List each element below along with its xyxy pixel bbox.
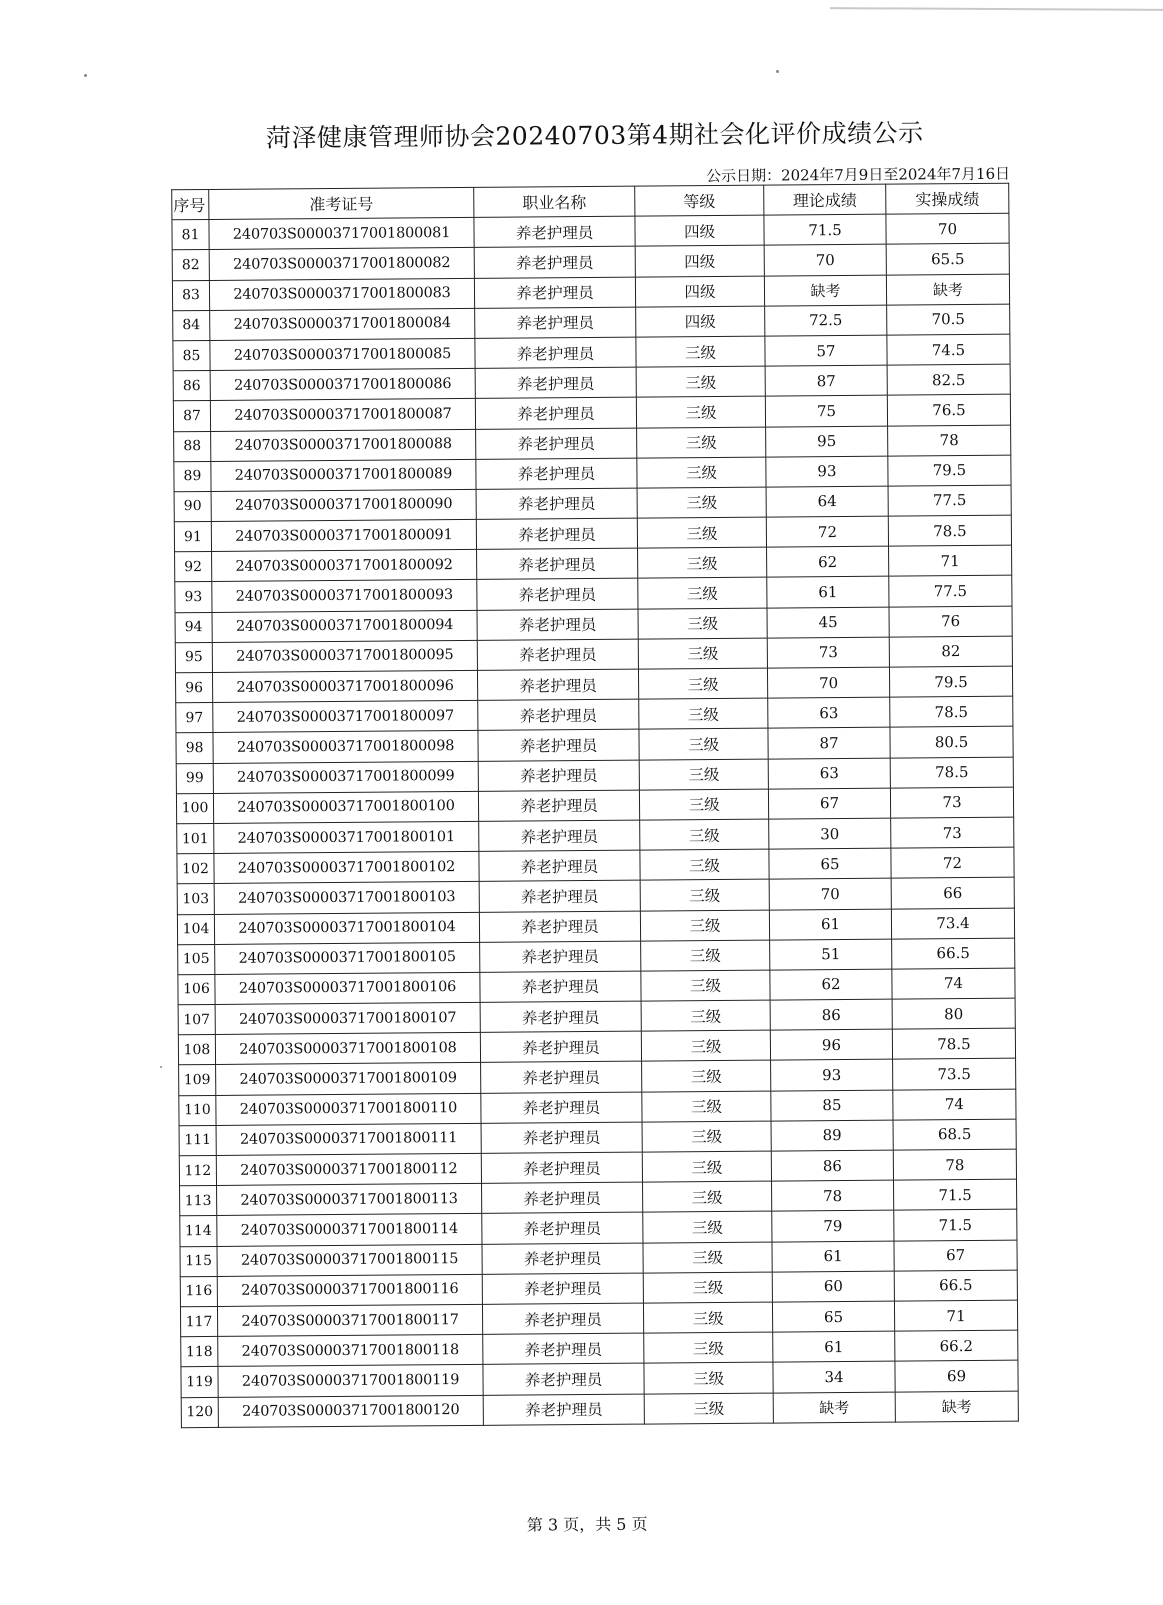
cell-ticket-number: 240703S00003717001800115 <box>217 1244 482 1276</box>
cell-serial: 108 <box>178 1035 215 1065</box>
cell-theory-score: 73 <box>767 637 889 668</box>
cell-occupation: 养老护理员 <box>480 941 641 972</box>
cell-serial: 115 <box>180 1246 217 1276</box>
cell-ticket-number: 240703S00003717001800092 <box>212 550 477 582</box>
cell-practical-score: 77.5 <box>889 576 1012 607</box>
cell-level: 三级 <box>642 1151 771 1182</box>
cell-theory-score: 75 <box>765 395 887 426</box>
cell-theory-score: 缺考 <box>773 1392 895 1423</box>
cell-occupation: 养老护理员 <box>475 337 636 368</box>
cell-serial: 110 <box>179 1095 216 1125</box>
cell-level: 三级 <box>642 1061 771 1092</box>
cell-theory-score: 63 <box>768 758 890 789</box>
column-header-ticket-number: 准考证号 <box>209 187 474 219</box>
cell-practical-score: 65.5 <box>886 244 1009 275</box>
cell-practical-score: 66 <box>891 877 1014 908</box>
cell-occupation: 养老护理员 <box>482 1273 643 1304</box>
cell-occupation: 养老护理员 <box>478 790 639 821</box>
cell-serial: 83 <box>172 280 209 310</box>
cell-serial: 92 <box>175 552 212 582</box>
cell-occupation: 养老护理员 <box>480 1031 641 1062</box>
cell-level: 三级 <box>636 366 765 397</box>
cell-occupation: 养老护理员 <box>479 850 640 881</box>
cell-theory-score: 67 <box>768 788 890 819</box>
cell-serial: 118 <box>181 1337 218 1367</box>
cell-practical-score: 82.5 <box>887 364 1010 395</box>
cell-serial: 111 <box>179 1125 216 1155</box>
cell-practical-score: 68.5 <box>893 1119 1016 1150</box>
cell-serial: 100 <box>176 793 213 823</box>
cell-theory-score: 93 <box>771 1060 893 1091</box>
cell-practical-score: 缺考 <box>886 274 1009 305</box>
cell-occupation: 养老护理员 <box>476 518 637 549</box>
cell-level: 三级 <box>637 427 766 458</box>
cell-occupation: 养老护理员 <box>478 729 639 760</box>
cell-ticket-number: 240703S00003717001800117 <box>217 1304 482 1336</box>
cell-serial: 99 <box>176 763 213 793</box>
cell-theory-score: 64 <box>766 486 888 517</box>
cell-level: 三级 <box>638 638 767 669</box>
cell-theory-score: 57 <box>765 335 887 366</box>
cell-ticket-number: 240703S00003717001800098 <box>213 731 478 763</box>
cell-serial: 120 <box>181 1397 218 1427</box>
cell-ticket-number: 240703S00003717001800103 <box>214 882 479 914</box>
cell-occupation: 养老护理员 <box>482 1182 643 1213</box>
cell-level: 三级 <box>639 698 768 729</box>
cell-theory-score: 89 <box>771 1120 893 1151</box>
cell-serial: 98 <box>176 733 213 763</box>
cell-serial: 104 <box>177 914 214 944</box>
cell-level: 三级 <box>637 487 766 518</box>
cell-serial: 106 <box>178 974 215 1004</box>
cell-ticket-number: 240703S00003717001800081 <box>209 218 474 250</box>
cell-occupation: 养老护理员 <box>475 397 636 428</box>
cell-practical-score: 72 <box>891 847 1014 878</box>
cell-theory-score: 63 <box>768 697 890 728</box>
cell-practical-score: 66.5 <box>892 938 1015 969</box>
cell-serial: 109 <box>179 1065 216 1095</box>
cell-ticket-number: 240703S00003717001800120 <box>218 1395 483 1427</box>
cell-serial: 89 <box>174 461 211 491</box>
cell-occupation: 养老护理员 <box>482 1243 643 1274</box>
cell-level: 三级 <box>638 547 767 578</box>
cell-theory-score: 51 <box>770 939 892 970</box>
column-header-level: 等级 <box>635 185 764 216</box>
cell-practical-score: 73 <box>890 787 1013 818</box>
cell-occupation: 养老护理员 <box>483 1363 644 1394</box>
cell-practical-score: 71 <box>889 545 1012 576</box>
cell-practical-score: 78.5 <box>892 1028 1015 1059</box>
publish-date: 公示日期：2024年7月9日至2024年7月16日 <box>705 164 1011 186</box>
cell-practical-score: 67 <box>894 1240 1017 1271</box>
cell-level: 三级 <box>640 879 769 910</box>
cell-occupation: 养老护理员 <box>474 216 635 247</box>
cell-level: 三级 <box>643 1302 772 1333</box>
cell-level: 四级 <box>635 215 764 246</box>
cell-theory-score: 71.5 <box>764 214 886 245</box>
cell-practical-score: 70.5 <box>887 304 1010 335</box>
column-header-theory-score: 理论成绩 <box>764 184 886 215</box>
cell-serial: 103 <box>177 884 214 914</box>
cell-practical-score: 79.5 <box>889 666 1012 697</box>
cell-serial: 107 <box>178 1005 215 1035</box>
cell-level: 三级 <box>638 578 767 609</box>
cell-ticket-number: 240703S00003717001800090 <box>211 489 476 521</box>
cell-theory-score: 86 <box>771 1150 893 1181</box>
table-body <box>172 213 1018 1427</box>
cell-ticket-number: 240703S00003717001800107 <box>215 1002 480 1034</box>
cell-level: 三级 <box>641 940 770 971</box>
cell-level: 三级 <box>644 1362 773 1393</box>
cell-practical-score: 73.5 <box>893 1059 1016 1090</box>
cell-occupation: 养老护理员 <box>481 1062 642 1093</box>
cell-occupation: 养老护理员 <box>477 548 638 579</box>
cell-theory-score: 45 <box>767 607 889 638</box>
cell-level: 三级 <box>643 1272 772 1303</box>
cell-serial: 86 <box>173 371 210 401</box>
cell-occupation: 养老护理员 <box>475 307 636 338</box>
cell-ticket-number: 240703S00003717001800088 <box>211 429 476 461</box>
cell-ticket-number: 240703S00003717001800083 <box>209 278 474 310</box>
cell-practical-score: 71.5 <box>893 1179 1016 1210</box>
cell-theory-score: 86 <box>770 999 892 1030</box>
cell-occupation: 养老护理员 <box>478 760 639 791</box>
cell-theory-score: 87 <box>768 728 890 759</box>
cell-serial: 85 <box>173 340 210 370</box>
cell-theory-score: 95 <box>766 426 888 457</box>
cell-ticket-number: 240703S00003717001800084 <box>210 308 475 340</box>
cell-occupation: 养老护理员 <box>474 247 635 278</box>
cell-ticket-number: 240703S00003717001800102 <box>214 851 479 883</box>
cell-ticket-number: 240703S00003717001800094 <box>212 610 477 642</box>
cell-level: 三级 <box>637 457 766 488</box>
cell-serial: 93 <box>175 582 212 612</box>
cell-level: 三级 <box>641 1030 770 1061</box>
cell-occupation: 养老护理员 <box>476 458 637 489</box>
cell-ticket-number: 240703S00003717001800095 <box>212 640 477 672</box>
cell-serial: 91 <box>174 522 211 552</box>
cell-practical-score: 70 <box>886 213 1009 244</box>
column-header-serial: 序号 <box>172 189 209 219</box>
cell-occupation: 养老护理员 <box>474 277 635 308</box>
cell-theory-score: 34 <box>773 1361 895 1392</box>
cell-theory-score: 62 <box>770 969 892 1000</box>
cell-serial: 101 <box>177 823 214 853</box>
cell-serial: 96 <box>175 672 212 702</box>
cell-ticket-number: 240703S00003717001800108 <box>215 1033 480 1065</box>
cell-occupation: 养老护理员 <box>479 820 640 851</box>
cell-theory-score: 61 <box>769 909 891 940</box>
cell-theory-score: 61 <box>772 1241 894 1272</box>
cell-ticket-number: 240703S00003717001800093 <box>212 580 477 612</box>
cell-level: 三级 <box>639 759 768 790</box>
cell-occupation: 养老护理员 <box>479 911 640 942</box>
cell-theory-score: 70 <box>764 245 886 276</box>
cell-practical-score: 78.5 <box>890 696 1013 727</box>
cell-serial: 105 <box>178 944 215 974</box>
cell-occupation: 养老护理员 <box>479 880 640 911</box>
cell-practical-score: 82 <box>889 636 1012 667</box>
cell-practical-score: 74 <box>893 1089 1016 1120</box>
cell-practical-score: 71 <box>894 1300 1017 1331</box>
cell-level: 三级 <box>638 608 767 639</box>
cell-serial: 119 <box>181 1367 218 1397</box>
cell-ticket-number: 240703S00003717001800105 <box>215 942 480 974</box>
cell-practical-score: 77.5 <box>888 485 1011 516</box>
cell-ticket-number: 240703S00003717001800118 <box>218 1334 483 1366</box>
cell-level: 四级 <box>636 306 765 337</box>
cell-theory-score: 70 <box>767 667 889 698</box>
cell-theory-score: 62 <box>767 546 889 577</box>
cell-theory-score: 72 <box>766 516 888 547</box>
cell-level: 三级 <box>636 336 765 367</box>
cell-practical-score: 66.2 <box>895 1330 1018 1361</box>
cell-ticket-number: 240703S00003717001800116 <box>217 1274 482 1306</box>
cell-serial: 87 <box>173 401 210 431</box>
cell-theory-score: 96 <box>770 1029 892 1060</box>
cell-ticket-number: 240703S00003717001800119 <box>218 1365 483 1397</box>
cell-ticket-number: 240703S00003717001800111 <box>216 1123 481 1155</box>
cell-theory-score: 缺考 <box>764 275 886 306</box>
cell-theory-score: 61 <box>773 1331 895 1362</box>
cell-ticket-number: 240703S00003717001800099 <box>213 761 478 793</box>
cell-level: 三级 <box>639 728 768 759</box>
page-footer: 第 3 页，共 5 页 <box>526 1514 648 1535</box>
cell-level: 四级 <box>635 245 764 276</box>
cell-theory-score: 61 <box>767 577 889 608</box>
cell-level: 三级 <box>641 970 770 1001</box>
cell-serial: 113 <box>180 1186 217 1216</box>
cell-serial: 112 <box>179 1155 216 1185</box>
cell-occupation: 养老护理员 <box>482 1212 643 1243</box>
cell-theory-score: 79 <box>772 1211 894 1242</box>
cell-level: 三级 <box>643 1211 772 1242</box>
cell-theory-score: 65 <box>769 848 891 879</box>
cell-ticket-number: 240703S00003717001800106 <box>215 972 480 1004</box>
cell-serial: 114 <box>180 1216 217 1246</box>
cell-serial: 97 <box>176 703 213 733</box>
cell-ticket-number: 240703S00003717001800112 <box>216 1153 481 1185</box>
column-header-practical-score: 实操成绩 <box>886 183 1009 214</box>
cell-occupation: 养老护理员 <box>482 1303 643 1334</box>
cell-level: 三级 <box>638 668 767 699</box>
cell-practical-score: 76.5 <box>887 394 1010 425</box>
cell-practical-score: 74 <box>892 968 1015 999</box>
cell-occupation: 养老护理员 <box>480 1001 641 1032</box>
cell-ticket-number: 240703S00003717001800089 <box>211 459 476 491</box>
cell-occupation: 养老护理员 <box>477 609 638 640</box>
cell-theory-score: 72.5 <box>765 305 887 336</box>
cell-practical-score: 74.5 <box>887 334 1010 365</box>
cell-level: 三级 <box>637 517 766 548</box>
cell-practical-score: 78.5 <box>888 515 1011 546</box>
cell-practical-score: 69 <box>895 1360 1018 1391</box>
cell-ticket-number: 240703S00003717001800096 <box>212 670 477 702</box>
cell-level: 三级 <box>644 1332 773 1363</box>
table-row <box>181 1391 1018 1428</box>
cell-practical-score: 71.5 <box>894 1210 1017 1241</box>
cell-practical-score: 78 <box>893 1149 1016 1180</box>
cell-level: 三级 <box>643 1242 772 1273</box>
cell-serial: 95 <box>175 642 212 672</box>
cell-ticket-number: 240703S00003717001800091 <box>211 519 476 551</box>
cell-occupation: 养老护理员 <box>481 1092 642 1123</box>
cell-level: 三级 <box>640 849 769 880</box>
cell-practical-score: 80 <box>892 998 1015 1029</box>
cell-occupation: 养老护理员 <box>483 1394 644 1425</box>
cell-occupation: 养老护理员 <box>483 1333 644 1364</box>
cell-ticket-number: 240703S00003717001800109 <box>216 1063 481 1095</box>
cell-level: 三级 <box>636 396 765 427</box>
cell-occupation: 养老护理员 <box>476 428 637 459</box>
cell-ticket-number: 240703S00003717001800110 <box>216 1093 481 1125</box>
score-table <box>171 183 1019 1428</box>
cell-theory-score: 85 <box>771 1090 893 1121</box>
cell-practical-score: 78.5 <box>890 757 1013 788</box>
cell-level: 三级 <box>642 1091 771 1122</box>
cell-practical-score: 73 <box>891 817 1014 848</box>
cell-theory-score: 78 <box>772 1180 894 1211</box>
cell-ticket-number: 240703S00003717001800087 <box>210 399 475 431</box>
cell-level: 四级 <box>635 276 764 307</box>
cell-serial: 81 <box>172 220 209 250</box>
cell-occupation: 养老护理员 <box>481 1122 642 1153</box>
cell-ticket-number: 240703S00003717001800113 <box>217 1184 482 1216</box>
cell-level: 三级 <box>641 1000 770 1031</box>
cell-occupation: 养老护理员 <box>475 367 636 398</box>
cell-ticket-number: 240703S00003717001800104 <box>214 912 479 944</box>
cell-practical-score: 76 <box>889 606 1012 637</box>
cell-practical-score: 79.5 <box>888 455 1011 486</box>
cell-theory-score: 65 <box>772 1301 894 1332</box>
cell-level: 三级 <box>640 819 769 850</box>
cell-serial: 84 <box>173 310 210 340</box>
cell-occupation: 养老护理员 <box>477 639 638 670</box>
cell-ticket-number: 240703S00003717001800100 <box>213 791 478 823</box>
cell-occupation: 养老护理员 <box>478 699 639 730</box>
cell-theory-score: 70 <box>769 878 891 909</box>
cell-practical-score: 80.5 <box>890 727 1013 758</box>
cell-practical-score: 66.5 <box>894 1270 1017 1301</box>
cell-level: 三级 <box>640 910 769 941</box>
cell-ticket-number: 240703S00003717001800086 <box>210 369 475 401</box>
cell-ticket-number: 240703S00003717001800082 <box>209 248 474 280</box>
cell-serial: 88 <box>174 431 211 461</box>
cell-level: 三级 <box>644 1393 773 1424</box>
cell-theory-score: 60 <box>772 1271 894 1302</box>
cell-occupation: 养老护理员 <box>477 669 638 700</box>
cell-occupation: 养老护理员 <box>481 1152 642 1183</box>
cell-serial: 116 <box>180 1276 217 1306</box>
cell-practical-score: 78 <box>888 425 1011 456</box>
cell-theory-score: 93 <box>766 456 888 487</box>
cell-occupation: 养老护理员 <box>476 488 637 519</box>
cell-occupation: 养老护理员 <box>480 971 641 1002</box>
cell-occupation: 养老护理员 <box>477 579 638 610</box>
document-title: 菏泽健康管理师协会20240703第4期社会化评价成绩公示 <box>265 118 924 153</box>
cell-serial: 82 <box>172 250 209 280</box>
cell-ticket-number: 240703S00003717001800114 <box>217 1214 482 1246</box>
cell-level: 三级 <box>642 1121 771 1152</box>
cell-serial: 90 <box>174 491 211 521</box>
cell-theory-score: 87 <box>765 365 887 396</box>
cell-ticket-number: 240703S00003717001800097 <box>213 701 478 733</box>
cell-serial: 102 <box>177 854 214 884</box>
cell-level: 三级 <box>639 789 768 820</box>
cell-serial: 117 <box>180 1306 217 1336</box>
cell-ticket-number: 240703S00003717001800085 <box>210 338 475 370</box>
cell-level: 三级 <box>643 1181 772 1212</box>
cell-practical-score: 缺考 <box>895 1391 1018 1422</box>
column-header-occupation: 职业名称 <box>474 186 635 217</box>
cell-theory-score: 30 <box>769 818 891 849</box>
cell-ticket-number: 240703S00003717001800101 <box>214 821 479 853</box>
cell-serial: 94 <box>175 612 212 642</box>
cell-practical-score: 73.4 <box>891 908 1014 939</box>
